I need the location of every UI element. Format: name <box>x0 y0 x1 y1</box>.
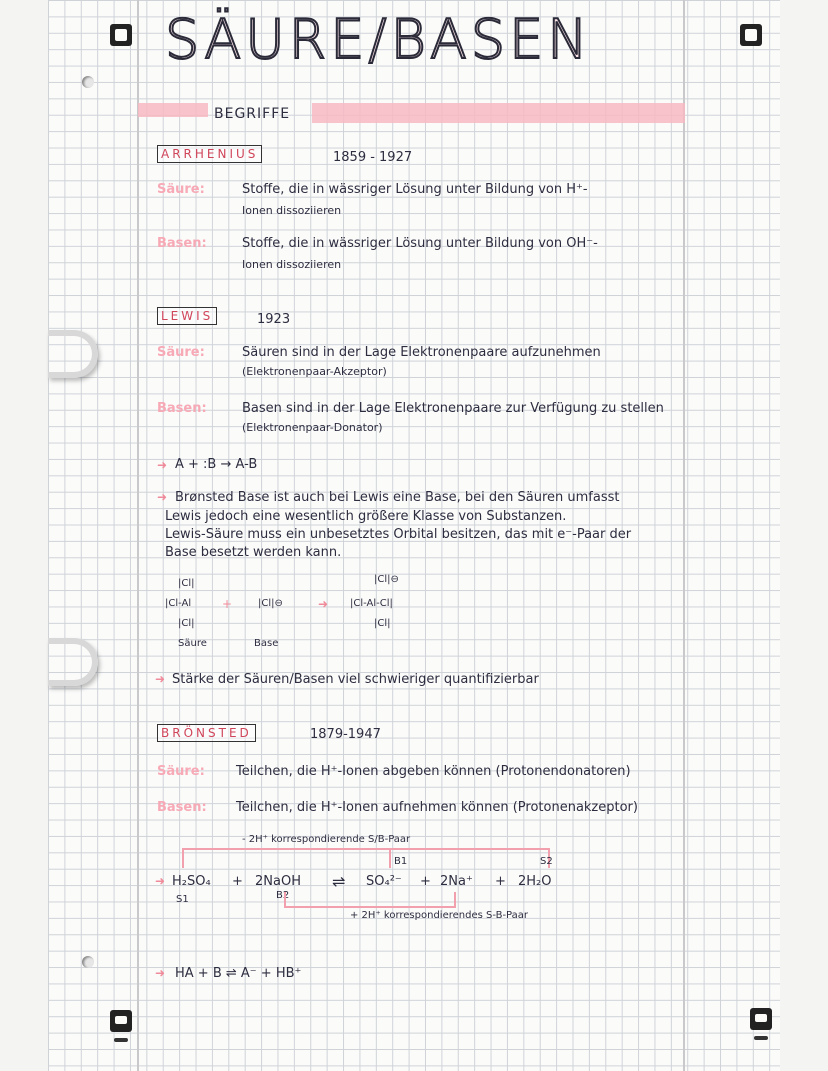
punch-hole <box>82 76 94 88</box>
corner-dash <box>754 1036 768 1040</box>
corner-dash <box>114 1038 128 1042</box>
b1-label: B1 <box>394 856 408 867</box>
arrhenius-base-line2: Ionen dissoziieren <box>242 258 342 271</box>
so4: SO₄²⁻ <box>366 874 402 889</box>
binder-ring <box>48 330 98 378</box>
plus-sign: + <box>232 874 243 889</box>
equilibrium-sign: ⇌ <box>332 872 346 891</box>
lewis-note-line2: Lewis jedoch eine wesentlich größere Klasse von Substanzen. <box>165 509 567 524</box>
plus-sign: + <box>495 874 506 889</box>
bronsted-name-box: BRÖNSTED <box>157 724 256 742</box>
arrhenius-base-line1: Stoffe, die in wässriger Lösung unter Bildung von OH⁻- <box>242 236 598 251</box>
s2-label: S2 <box>540 856 553 867</box>
right-margin-line <box>683 0 685 1071</box>
strength-note: Stärke der Säuren/Basen viel schwieriger quantifizierbar <box>172 672 539 687</box>
product-structure-bottom: |Cl| <box>374 618 391 629</box>
page-title: SÄURE/BASEN <box>165 8 592 71</box>
s1-label: S1 <box>176 894 189 905</box>
bullet-arrow-icon: ➜ <box>155 966 166 980</box>
pair-top-bracket-right <box>388 848 550 868</box>
lewis-reaction: A + :B → A-B <box>175 457 258 472</box>
h2o: 2H₂O <box>518 874 552 889</box>
product-structure-mid: |Cl-Al-Cl| <box>350 598 393 609</box>
acid-structure-label: Säure <box>178 638 207 649</box>
bronsted-acid-text: Teilchen, die H⁺-Ionen abgeben können (Protonendonatoren) <box>236 764 631 779</box>
bronsted-years: 1879-1947 <box>310 727 381 742</box>
na-ion: 2Na⁺ <box>440 874 473 889</box>
general-equation: HA + B ⇌ A⁻ + HB⁺ <box>175 966 302 981</box>
h2so4: H₂SO₄ <box>172 874 211 889</box>
lewis-acid-line1: Säuren sind in der Lage Elektronenpaare aufzunehmen <box>242 345 601 360</box>
pair-top-bracket <box>182 848 391 868</box>
corner-marker-icon <box>110 1010 132 1032</box>
lewis-name-box: LEWIS <box>157 307 217 325</box>
arrhenius-acid-line2: Ionen dissoziieren <box>242 204 342 217</box>
lewis-base-label: Basen: <box>157 401 207 416</box>
arrhenius-acid-label: Säure: <box>157 182 205 197</box>
naoh: 2NaOH <box>255 874 301 889</box>
lewis-note-line3: Lewis-Säure muss ein unbesetztes Orbital besitzen, das mit e⁻-Paar der <box>165 527 632 542</box>
lewis-note-line4: Base besetzt werden kann. <box>165 545 342 560</box>
bullet-arrow-icon: ➜ <box>155 672 166 686</box>
punch-hole <box>82 956 94 968</box>
pair-top-label: - 2H⁺ korrespondierende S/B-Paar <box>242 834 411 845</box>
corner-marker-icon <box>750 1008 772 1030</box>
lewis-year: 1923 <box>257 312 291 327</box>
acid-structure-top: |Cl| <box>178 578 195 589</box>
section-header: BEGRIFFE <box>214 106 291 122</box>
base-structure: |Cl|⊖ <box>258 598 283 609</box>
b2-label: B2 <box>276 890 290 901</box>
base-structure-label: Base <box>254 638 279 649</box>
lewis-acid-line2: (Elektronenpaar-Akzeptor) <box>242 365 387 378</box>
acid-structure-bottom: |Cl| <box>178 618 195 629</box>
reaction-arrow-icon: ➜ <box>318 597 329 611</box>
arrhenius-years: 1859 - 1927 <box>333 150 413 165</box>
acid-structure-mid: |Cl-Al <box>165 598 192 609</box>
corner-marker-icon <box>110 24 132 46</box>
product-structure-top: |Cl|⊖ <box>374 574 399 585</box>
bronsted-acid-label: Säure: <box>157 764 205 779</box>
lewis-note-line1: Brønsted Base ist auch bei Lewis eine Base, bei den Säuren umfasst <box>175 490 620 505</box>
arrhenius-name-box: ARRHENIUS <box>157 145 262 163</box>
bullet-arrow-icon: ➜ <box>155 874 166 888</box>
plus-sign: + <box>420 874 431 889</box>
header-highlight-right <box>312 103 685 123</box>
binder-ring <box>48 638 98 686</box>
bullet-arrow-icon: ➜ <box>157 490 168 504</box>
corner-marker-icon <box>740 24 762 46</box>
arrhenius-base-label: Basen: <box>157 236 207 251</box>
pair-bottom-label: + 2H⁺ korrespondierendes S-B-Paar <box>350 910 529 921</box>
arrhenius-acid-line1: Stoffe, die in wässriger Lösung unter Bildung von H⁺- <box>242 182 588 197</box>
plus-icon: + <box>222 597 233 611</box>
lewis-base-line1: Basen sind in der Lage Elektronenpaare zur Verfügung zu stellen <box>242 401 664 416</box>
header-highlight-left <box>138 103 208 117</box>
bullet-arrow-icon: ➜ <box>157 458 168 472</box>
left-margin-line <box>137 0 139 1071</box>
lewis-acid-label: Säure: <box>157 345 205 360</box>
bronsted-base-text: Teilchen, die H⁺-Ionen aufnehmen können (Protonenakzeptor) <box>236 800 638 815</box>
lewis-base-line2: (Elektronenpaar-Donator) <box>242 421 383 434</box>
pair-bottom-bracket <box>284 892 456 908</box>
bronsted-base-label: Basen: <box>157 800 207 815</box>
